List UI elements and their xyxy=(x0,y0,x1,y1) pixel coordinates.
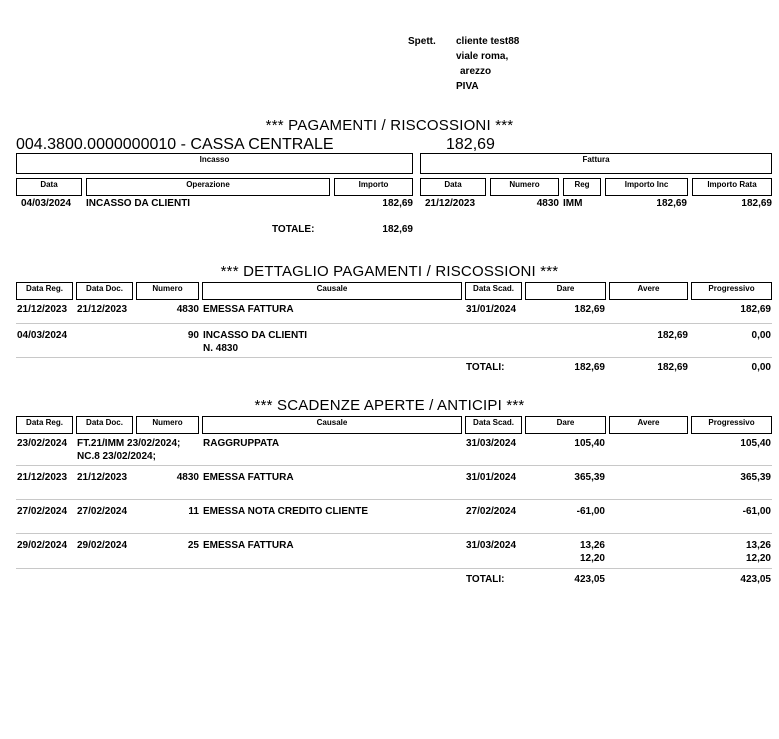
row-numero: 11 xyxy=(188,506,199,517)
section2-title: *** DETTAGLIO PAGAMENTI / RISCOSSIONI *** xyxy=(220,263,559,280)
totali-label: TOTALI: xyxy=(466,362,505,373)
account-name: 004.3800.0000000010 - CASSA CENTRALE xyxy=(16,136,334,153)
row-numero: 4830 xyxy=(176,472,199,483)
col-importo-rata: Importo Rata xyxy=(692,178,772,196)
row-causale: INCASSO DA CLIENTI xyxy=(203,330,308,341)
row-data-reg: 23/02/2024 xyxy=(17,438,68,449)
col-reg: Reg xyxy=(563,178,601,196)
col-data-fattura: Data xyxy=(420,178,486,196)
row-data-doc: FT.21/IMM 23/02/2024; xyxy=(77,438,181,449)
col-numero: Numero xyxy=(490,178,559,196)
col-progressivo: Progressivo xyxy=(691,282,772,300)
totali-label: TOTALI: xyxy=(466,574,505,585)
col-avere: Avere xyxy=(609,416,688,434)
row-avere: 182,69 xyxy=(657,330,688,341)
section3-title: *** SCADENZE APERTE / ANTICIPI *** xyxy=(254,397,525,414)
row-divider xyxy=(16,357,772,358)
col-data: Data xyxy=(16,178,82,196)
row-data-scad: 31/03/2024 xyxy=(466,540,517,551)
col-importo-inc: Importo Inc xyxy=(605,178,688,196)
row-progressivo: 365,39 xyxy=(740,472,771,483)
totale-value: 182,69 xyxy=(382,224,413,235)
row-causale: RAGGRUPPATA xyxy=(203,438,280,449)
col-causale: Causale xyxy=(202,282,462,300)
row-importo: 182,69 xyxy=(382,198,413,209)
col-data-scad: Data Scad. xyxy=(465,416,522,434)
client-piva: PIVA xyxy=(456,81,479,92)
incasso-group-header xyxy=(16,153,413,174)
col-data-doc: Data Doc. xyxy=(76,282,133,300)
col-avere: Avere xyxy=(609,282,688,300)
row-data-reg: 21/12/2023 xyxy=(17,472,68,483)
row-data-scad: 31/03/2024 xyxy=(466,438,517,449)
client-address: viale roma, xyxy=(456,51,509,62)
col-dare: Dare xyxy=(525,416,606,434)
col-data-doc: Data Doc. xyxy=(76,416,133,434)
row-causale: EMESSA FATTURA xyxy=(203,304,294,315)
row-data-reg: 29/02/2024 xyxy=(17,540,68,551)
col-progressivo: Progressivo xyxy=(691,416,772,434)
col-operazione: Operazione xyxy=(86,178,330,196)
row-dare: 365,39 xyxy=(574,472,605,483)
row-data-doc: 21/12/2023 xyxy=(77,304,128,315)
row-data-scad: 31/01/2024 xyxy=(466,472,517,483)
row-causale: EMESSA FATTURA xyxy=(203,472,294,483)
row-divider xyxy=(16,533,772,534)
row-dare: -61,00 xyxy=(576,506,605,517)
fattura-label: Fattura xyxy=(582,155,610,164)
totali-avere: 182,69 xyxy=(657,362,688,373)
row-data-doc: 29/02/2024 xyxy=(77,540,128,551)
spett-label: Spett. xyxy=(408,36,436,47)
row-importo-rata: 182,69 xyxy=(741,198,772,209)
totali-progressivo: 0,00 xyxy=(751,362,771,373)
row-data-reg: 27/02/2024 xyxy=(17,506,68,517)
row-data-reg: 21/12/2023 xyxy=(17,304,68,315)
row-dare: 13,26 xyxy=(579,540,605,551)
totali-dare: 423,05 xyxy=(574,574,605,585)
row-divider xyxy=(16,499,772,500)
row-data-doc: 27/02/2024 xyxy=(77,506,128,517)
row-causale: EMESSA NOTA CREDITO CLIENTE xyxy=(203,506,369,517)
row-dare-second: 12,20 xyxy=(579,553,605,564)
row-divider xyxy=(16,323,772,324)
row-progressivo-second: 12,20 xyxy=(745,553,771,564)
row-progressivo: -61,00 xyxy=(742,506,771,517)
row-data-doc-detail: NC.8 23/02/2024; xyxy=(77,451,156,462)
row-numero: 25 xyxy=(187,540,199,551)
row-data: 04/03/2024 xyxy=(21,198,72,209)
col-numero: Numero xyxy=(136,416,199,434)
client-name: cliente test88 xyxy=(456,36,520,47)
col-data-scad: Data Scad. xyxy=(465,282,522,300)
row-numero: 4830 xyxy=(536,198,559,209)
row-causale-detail: N. 4830 xyxy=(203,343,239,354)
col-causale: Causale xyxy=(202,416,462,434)
row-progressivo: 182,69 xyxy=(740,304,771,315)
section1-title: *** PAGAMENTI / RISCOSSIONI *** xyxy=(265,117,514,134)
fattura-group-header xyxy=(420,153,772,174)
client-city: arezzo xyxy=(460,66,492,77)
row-progressivo: 13,26 xyxy=(745,540,771,551)
row-operazione: INCASSO DA CLIENTI xyxy=(86,198,191,209)
col-importo: Importo xyxy=(334,178,413,196)
row-data-scad: 27/02/2024 xyxy=(466,506,517,517)
col-data-reg: Data Reg. xyxy=(16,416,73,434)
incasso-label: Incasso xyxy=(199,155,230,164)
row-reg: IMM xyxy=(563,198,583,209)
row-data-doc: 21/12/2023 xyxy=(77,472,128,483)
row-causale: EMESSA FATTURA xyxy=(203,540,294,551)
totale-label: TOTALE: xyxy=(272,224,315,235)
col-dare: Dare xyxy=(525,282,606,300)
row-data-reg: 04/03/2024 xyxy=(17,330,68,341)
totali-progressivo: 423,05 xyxy=(740,574,771,585)
col-numero: Numero xyxy=(136,282,199,300)
row-numero: 90 xyxy=(187,330,199,341)
account-amount: 182,69 xyxy=(446,136,495,153)
row-divider xyxy=(16,465,772,466)
row-progressivo: 105,40 xyxy=(740,438,771,449)
row-dare: 182,69 xyxy=(574,304,605,315)
row-dare: 105,40 xyxy=(574,438,605,449)
row-numero: 4830 xyxy=(176,304,199,315)
row-divider xyxy=(16,568,772,569)
row-data-scad: 31/01/2024 xyxy=(466,304,517,315)
row-data-fattura: 21/12/2023 xyxy=(425,198,476,209)
row-importo-inc: 182,69 xyxy=(656,198,687,209)
col-data-reg: Data Reg. xyxy=(16,282,73,300)
row-progressivo: 0,00 xyxy=(751,330,771,341)
totali-dare: 182,69 xyxy=(574,362,605,373)
